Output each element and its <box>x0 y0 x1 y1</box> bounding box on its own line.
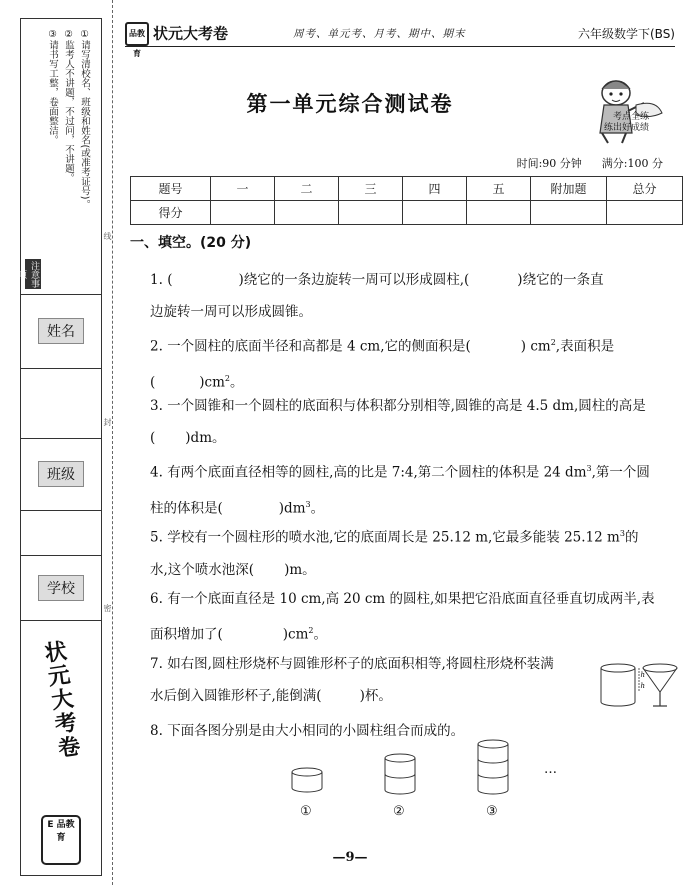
question-5: 5. 学校有一个圆柱形的喷水池,它的底面周长是 25.12 m,它最多能装 25.12 $m^3$的 水,这个喷水池深( )m。 <box>150 529 639 578</box>
blank-field-2[interactable] <box>20 510 102 556</box>
section-heading: 一、填空。(20 分) <box>130 235 252 251</box>
question-7: 7. 如右图,圆柱形烧杯与圆锥形杯子的底面积相等,将圆柱形烧杯装满 水后倒入圆锥形杯子,能倒满( )杯。 <box>150 656 554 704</box>
score-table-header-row <box>131 177 683 201</box>
score-table-score-row <box>131 201 683 225</box>
notice-line-2: ②监考人不讲题，不过问，不讲题。 <box>63 29 74 183</box>
time-limit: 时间:90 分钟 <box>516 157 582 170</box>
score-cell[interactable] <box>275 201 339 225</box>
score-header-cell: 一 <box>211 177 275 201</box>
strip-logo <box>20 620 102 876</box>
score-header-cell: 五 <box>467 177 531 201</box>
full-score: 满分:100 分 <box>601 157 663 170</box>
question-3: 3. 一个圆锥和一个圆柱的底面积与体积都分别相等,圆锥的高是 4.5 dm,圆柱的高是 ( )dm。 <box>150 398 646 446</box>
score-header-cell: 附加题 <box>531 177 607 201</box>
strip-logo-badge: E 品教育 <box>41 815 81 865</box>
strip-logo-text: 状元大考卷 <box>39 638 82 762</box>
score-cell[interactable] <box>607 201 683 225</box>
notice-line-1: ①请写清校名、班级和姓名(或准考证号)。 <box>79 29 90 209</box>
cylinder-label-3: ③ <box>486 804 498 819</box>
name-label: 姓名 <box>38 318 84 344</box>
mascot-slogan-2: 练出好成绩 <box>604 123 650 133</box>
question-1: 1. ( )绕它的一条边旋转一周可以形成圆柱,( )绕它的一条直 边旋转一周可以形成圆锥。 <box>150 272 604 320</box>
score-cell[interactable] <box>211 201 275 225</box>
mascot-slogan-1: 考点全练 <box>613 112 650 122</box>
score-row-label: 得分 <box>131 201 211 225</box>
name-field[interactable] <box>20 293 102 369</box>
continues-text: 的 <box>624 529 639 546</box>
cylinder-label-1: ① <box>300 804 312 819</box>
cut-mark-seal: 封 <box>103 418 112 426</box>
score-cell[interactable] <box>467 201 531 225</box>
score-table <box>130 176 683 225</box>
blank-field-1[interactable] <box>20 368 102 439</box>
brand-logo <box>125 22 229 58</box>
mascot-slogan <box>604 112 649 134</box>
notice-box <box>16 18 102 295</box>
cut-line <box>112 0 113 885</box>
question-4: 4. 有两个底面直径相等的圆柱,高的比是 7:4,第二个圆柱的体积是 24 $dm^3$,第一个圆 柱的体积是( )$dm^3$。 <box>150 464 650 516</box>
score-header-cell: 四 <box>403 177 467 201</box>
cut-mark-secret: 密 <box>103 604 112 612</box>
mascot-icon <box>590 75 666 145</box>
score-cell[interactable] <box>339 201 403 225</box>
class-field[interactable] <box>20 438 102 511</box>
brand-text: 状元大考卷 <box>153 24 229 43</box>
notice-line-3: ③请书写工整，卷面整洁。 <box>47 29 58 145</box>
beaker-cone-figure <box>598 660 682 710</box>
fig-label-h: h <box>640 682 646 690</box>
class-label: 班级 <box>38 461 84 487</box>
score-cell[interactable] <box>403 201 467 225</box>
cylinder-figure-2 <box>383 752 417 796</box>
exam-tags: 周考、单元考、月考、期中、期末 <box>293 28 466 40</box>
question-8: 8. 下面各图分别是由大小相同的小圆柱组合而成的。 <box>150 723 465 739</box>
ellipsis: … <box>544 762 557 777</box>
score-cell[interactable] <box>531 201 607 225</box>
school-field[interactable] <box>20 555 102 621</box>
binding-strip <box>0 0 112 885</box>
brand-badge: 品教育 <box>125 22 149 46</box>
cut-mark-line: 线 <box>103 232 112 240</box>
page-title: 第一单元综合测试卷 <box>246 92 454 116</box>
question-6: 6. 有一个底面直径是 10 cm,高 20 cm 的圆柱,如果把它沿底面直径垂直切成两半,表 面积增加了( )$cm^2$。 <box>150 591 655 643</box>
fig-label-h: h <box>640 671 646 679</box>
grade-label: 六年级数学下(BS) <box>577 27 675 41</box>
notice-heading: 注意事项 <box>16 260 39 288</box>
cylinder-figure-3 <box>476 738 510 796</box>
header-bar <box>125 22 675 58</box>
score-header-cell: 总分 <box>607 177 683 201</box>
question-2: 2. 一个圆柱的底面半径和高都是 4 cm,它的侧面积是( ) $cm^2$,表面积是 ( )$cm^2$。 <box>150 338 615 390</box>
score-header-cell: 题号 <box>131 177 211 201</box>
cylinder-label-2: ② <box>393 804 405 819</box>
cylinder-figure-1 <box>290 766 324 796</box>
score-header-cell: 二 <box>275 177 339 201</box>
score-header-cell: 三 <box>339 177 403 201</box>
school-label: 学校 <box>38 575 84 601</box>
page-number: —9— <box>332 850 368 865</box>
cylinder-sequence <box>270 752 570 822</box>
exam-meta <box>517 155 663 171</box>
